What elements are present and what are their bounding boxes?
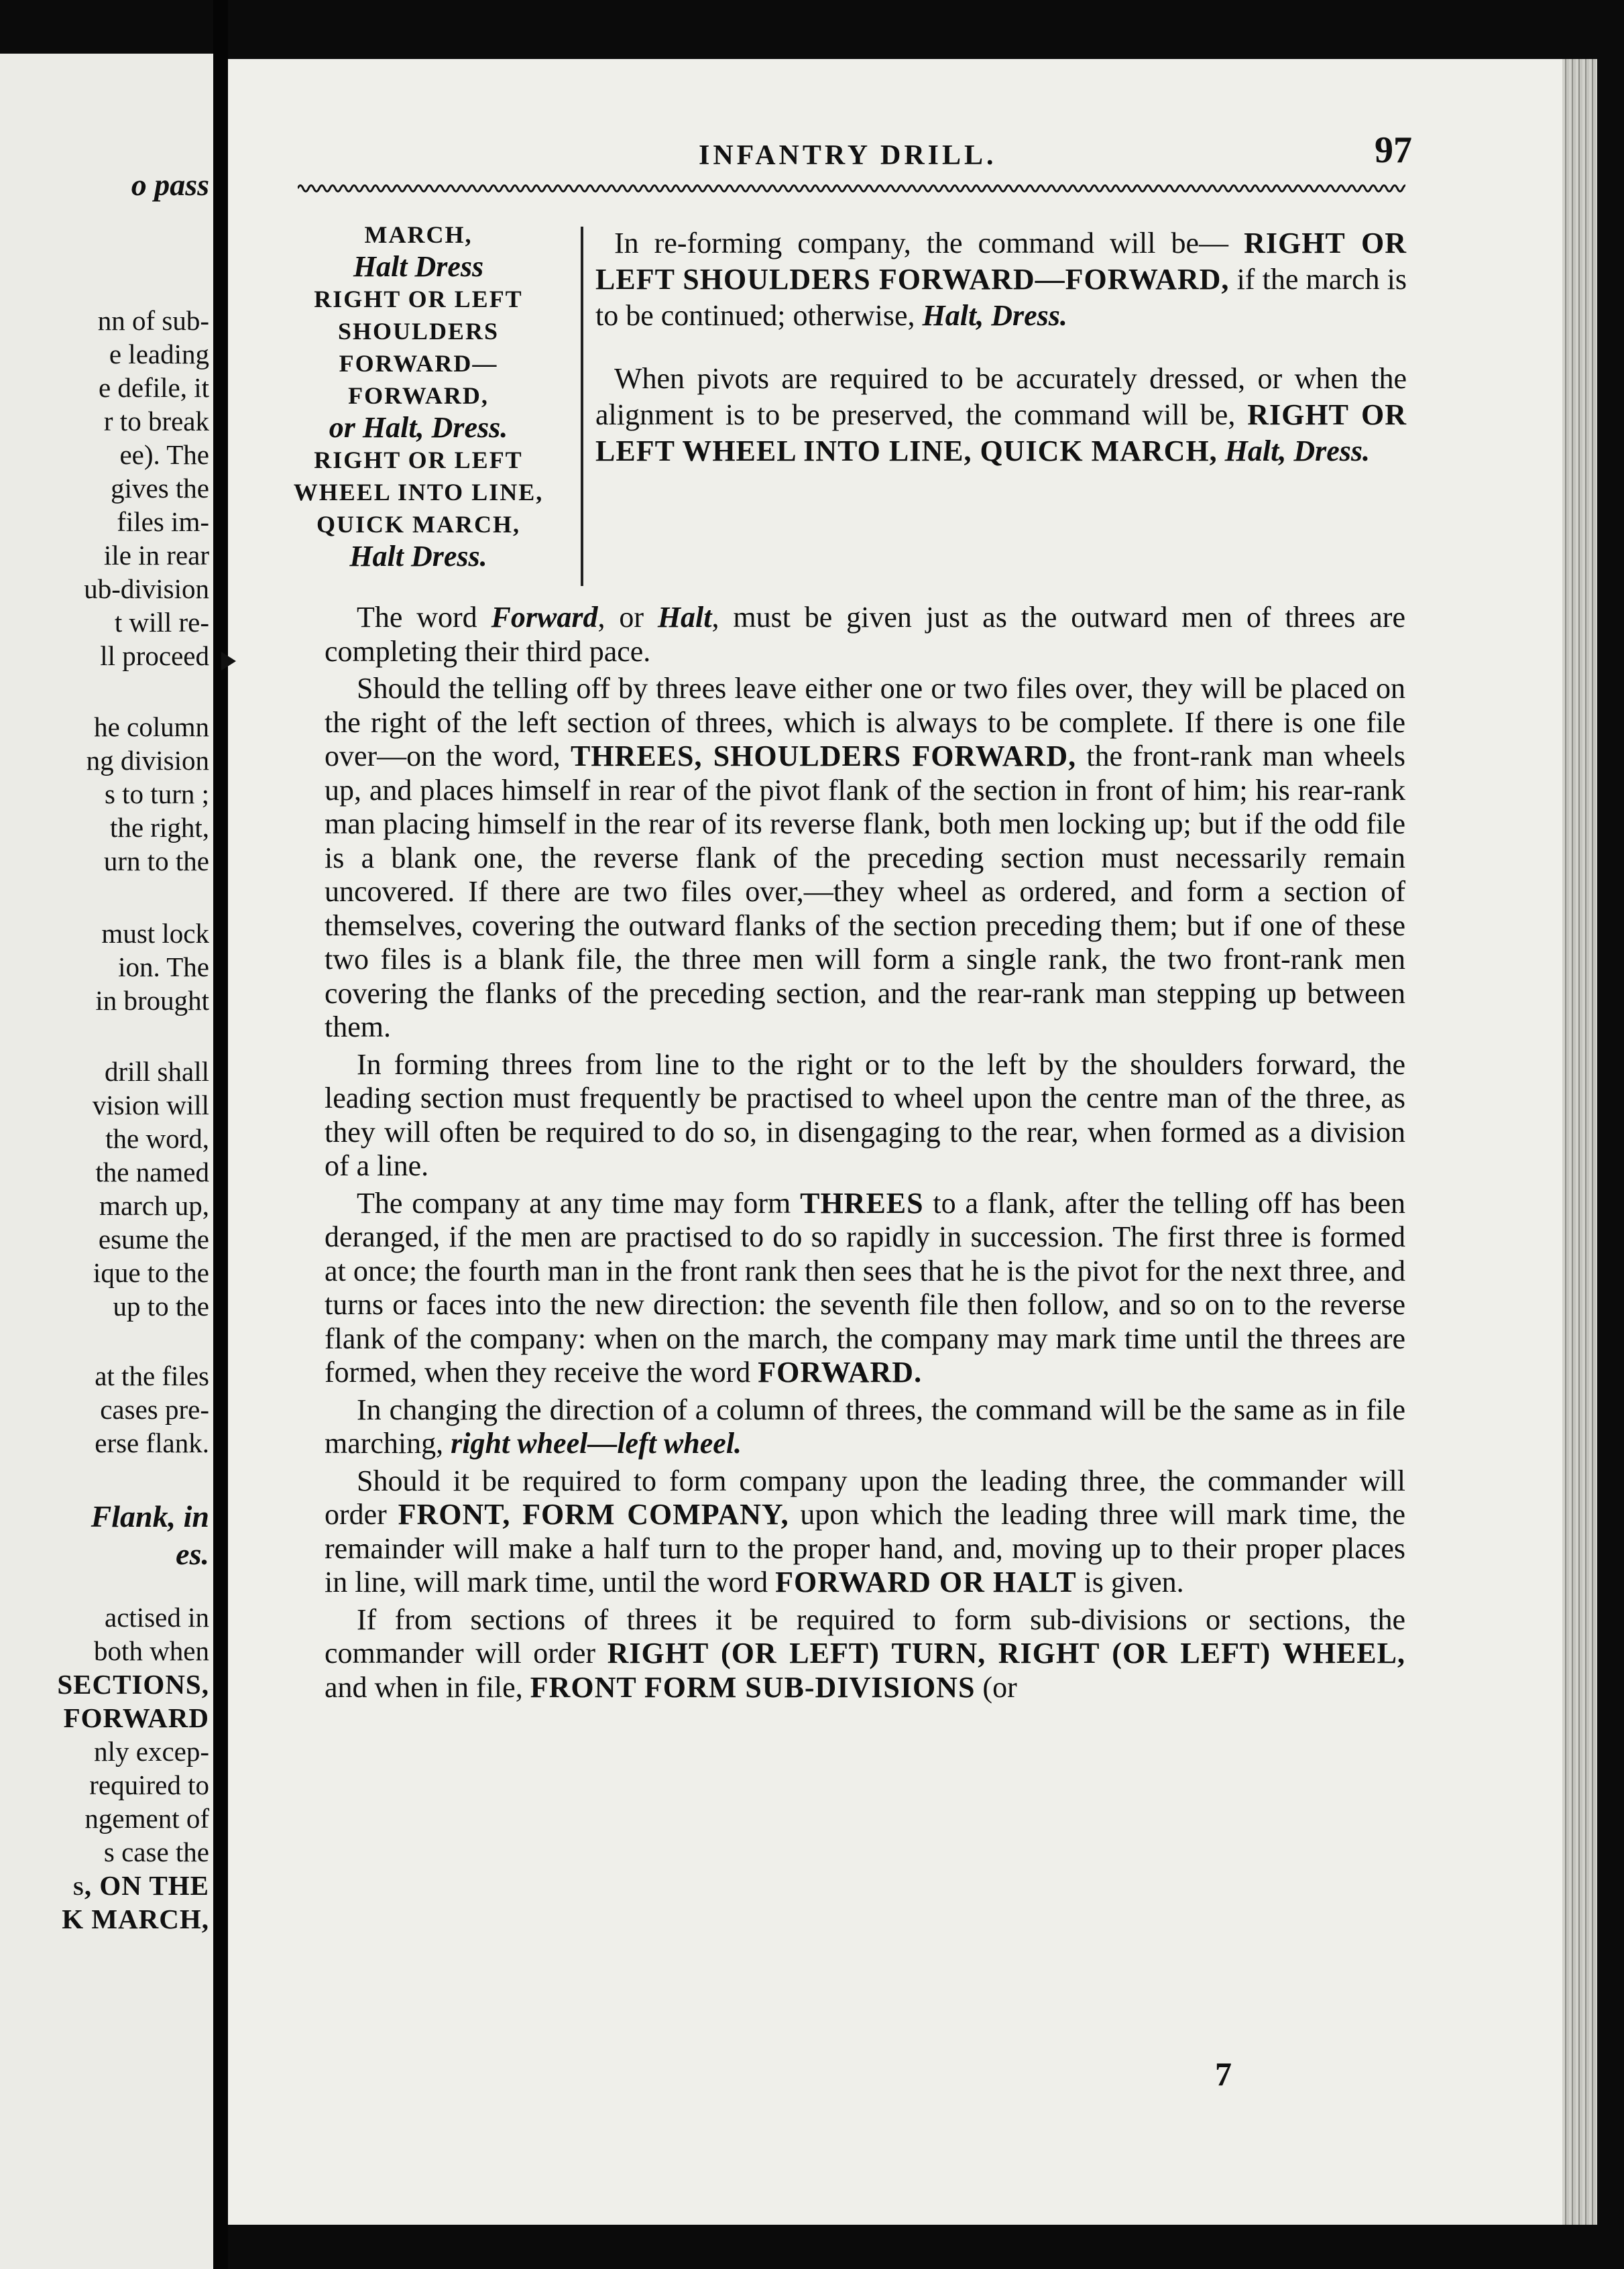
margin-command: Halt Dress (353, 250, 484, 283)
command-word: THREES, SHOULDERS FORWARD, (570, 740, 1077, 772)
paragraph (325, 1048, 1405, 1183)
left-page-line: ngement of (84, 1803, 209, 1834)
left-page-line: Flank, in (91, 1499, 209, 1533)
command-word: FORWARD OR HALT (775, 1566, 1077, 1598)
margin-command: RIGHT OR LEFT (314, 447, 523, 473)
left-page-line: drill shall (104, 1056, 209, 1087)
command-notes (595, 225, 1407, 496)
italic-word: right wheel—left wheel. (451, 1427, 742, 1460)
left-page-fragment (0, 54, 213, 2269)
left-page-line: must lock (101, 918, 209, 949)
paragraph (325, 1187, 1405, 1390)
left-page-line: ll proceed (100, 640, 209, 671)
text-run: to a flank, after the telling off has been deranged, if the men are practised to do so rapidly in succession. The first three is formed at once; the fourth man in the front rank then sees that he is the pivot for the next three, and turns or faces into the new direction: the seventh file then follow, and so on to the reverse flank of the company: when on the march, the company may mark time until the threes are formed, when they receive the word (325, 1186, 1405, 1389)
left-page-line: he column (94, 711, 209, 742)
text-run: and when in file, (325, 1670, 530, 1704)
margin-command: WHEEL INTO LINE, (293, 479, 544, 506)
left-page-line: ub-division (84, 573, 209, 604)
page-edge (1562, 59, 1597, 2225)
command-word: RIGHT OR LEFT SHOULDERS FORWARD—FORWARD, (595, 227, 1407, 296)
text-run: , must be given just as the outward men of threes are completing their third pace. (325, 601, 1405, 668)
text-run: Should it be required to form company upon the leading three, the commander will order (325, 1464, 1405, 1531)
left-page-line: gives the (111, 473, 209, 504)
book-gutter (213, 0, 228, 2269)
command-paragraph-1 (595, 225, 1407, 334)
margin-command: FORWARD— (339, 350, 498, 377)
left-page-line: required to (89, 1769, 209, 1800)
left-page-line: e defile, it (98, 372, 209, 403)
left-page-line: files im- (117, 506, 209, 537)
left-page-line: both when (94, 1635, 209, 1666)
page-number: 97 (1375, 129, 1412, 171)
scan-border (1597, 0, 1624, 2269)
command-paragraph-2 (595, 361, 1407, 469)
left-page-line: urn to the (103, 846, 209, 876)
text-run: is given. (1076, 1566, 1184, 1598)
text-run: Should the telling off by threes leave either one or two files over, they will be placed on the right of the left section of threes, which is always to be complete. If there is one file over—on the word, (325, 672, 1405, 772)
left-page-line: march up, (99, 1190, 209, 1221)
paragraph (325, 1464, 1405, 1600)
text-run (1218, 434, 1225, 467)
command-word: RIGHT (OR LEFT) TURN, RIGHT (OR LEFT) WHEEL, (607, 1637, 1405, 1670)
left-page-line: erse flank. (95, 1428, 209, 1458)
left-page-line: up to the (113, 1291, 209, 1322)
left-page-line: s to turn ; (104, 778, 209, 809)
text-run: In forming threes from line to the right or to the left by the shoulders forward, the leading section must frequently be practised to wheel upon the centre man of the three, as they will often be required to do so, in disengaging to the rear, when formed as a division of a line. (325, 1047, 1405, 1182)
left-page-line: ng division (86, 745, 209, 776)
left-page-line: o pass (131, 168, 209, 202)
main-body-text (325, 601, 1405, 1708)
paragraph (325, 1393, 1405, 1461)
margin-command: Halt Dress. (349, 540, 487, 573)
left-page-line: r to break (103, 406, 209, 437)
margin-commands (282, 219, 555, 573)
left-page-line: vision will (92, 1090, 209, 1120)
text-run: In re-forming company, the command will be— (614, 227, 1229, 259)
left-page-line: ee). The (119, 439, 209, 470)
left-page-line: K MARCH, (62, 1904, 209, 1934)
left-page-line: esume the (98, 1224, 209, 1255)
command-word: FRONT, FORM COMPANY, (398, 1498, 789, 1531)
paragraph (325, 601, 1405, 668)
left-page-line: actised in (105, 1602, 209, 1633)
left-page-line: nly excep- (94, 1736, 209, 1767)
signature-mark: 7 (1215, 2055, 1232, 2093)
left-page-line: s case the (103, 1837, 209, 1867)
left-page-line: the named (95, 1157, 209, 1187)
left-page-line: nn of sub- (97, 305, 209, 336)
text-run: The word (357, 601, 491, 634)
column-divider (581, 227, 583, 586)
left-page-line: the right, (109, 812, 209, 843)
left-page-line: FORWARD (63, 1702, 209, 1733)
margin-command: MARCH, (364, 221, 473, 248)
margin-command: FORWARD, (348, 382, 489, 409)
text-run: , or (597, 601, 658, 634)
margin-command: or Halt, Dress. (329, 411, 508, 444)
decorative-wavy-rule (298, 180, 1405, 197)
left-page-line: the word, (105, 1123, 209, 1154)
left-page-line: es. (176, 1537, 209, 1571)
text-run: (or (975, 1670, 1017, 1704)
margin-command: QUICK MARCH, (316, 511, 520, 538)
text-run: The company at any time may form (357, 1186, 801, 1220)
paragraph (325, 672, 1405, 1045)
command-word: THREES (800, 1186, 924, 1220)
margin-command: RIGHT OR LEFT (314, 286, 523, 312)
command-word: RIGHT OR LEFT WHEEL INTO LINE, QUICK MARCH, (595, 398, 1407, 467)
left-page-line: SECTIONS, (57, 1669, 209, 1700)
italic-word: Forward (491, 601, 598, 634)
left-page-line: cases pre- (100, 1394, 209, 1425)
left-page-line: t will re- (114, 607, 209, 638)
left-page-line: ique to the (93, 1257, 209, 1288)
left-page-line: in brought (95, 985, 209, 1016)
margin-command: SHOULDERS (337, 318, 500, 345)
text-run: If from sections of threes it be required to form sub-divisions or sections, the commander will order (325, 1603, 1405, 1670)
command-italic: Halt, Dress. (1224, 434, 1371, 467)
text-run: if the march is to be continued; otherwise, (595, 263, 1407, 332)
left-page-line: s, ON THE (72, 1870, 209, 1901)
italic-word: Halt (657, 601, 712, 634)
left-page-line: at the files (95, 1360, 209, 1391)
left-page-line: e leading (109, 339, 209, 369)
text-run: In changing the direction of a column of threes, the command will be the same as in file marching, (325, 1393, 1405, 1460)
running-title: INFANTRY DRILL. (699, 140, 997, 171)
command-italic: Halt, Dress. (922, 299, 1067, 332)
command-word: FRONT FORM SUB-DIVISIONS (530, 1670, 976, 1704)
left-page-line: ile in rear (103, 540, 209, 571)
paragraph (325, 1603, 1405, 1705)
margin-mark (221, 652, 236, 671)
text-run: upon which the leading three will mark time, the remainder will make a half turn to the proper hand, and, moving up to their proper places in line, will mark time, until the word (325, 1498, 1405, 1598)
command-word: FORWARD. (758, 1356, 923, 1389)
left-page-line: ion. The (118, 951, 209, 982)
text-run: the front-rank man wheels up, and places himself in rear of the pivot flank of the section in front of him; his rear-rank man placing himself in the rear of its reverse flank, both men locking up; but if the odd file is a blank one, the reverse flank of the preceding section must necessarily remain uncovered. If there are two files over,—they wheel as ordered, and form a section of themselves, covering the outward flanks of the section preceding them; but if one of these two files is a blank file, the three men will form a single rank, the two front-rank men covering the flanks of the preceding section, and the rear-rank man stepping up between them. (325, 740, 1405, 1043)
text-run: When pivots are required to be accurately dressed, or when the alignment is to be preserved, the command will be, (595, 362, 1407, 431)
